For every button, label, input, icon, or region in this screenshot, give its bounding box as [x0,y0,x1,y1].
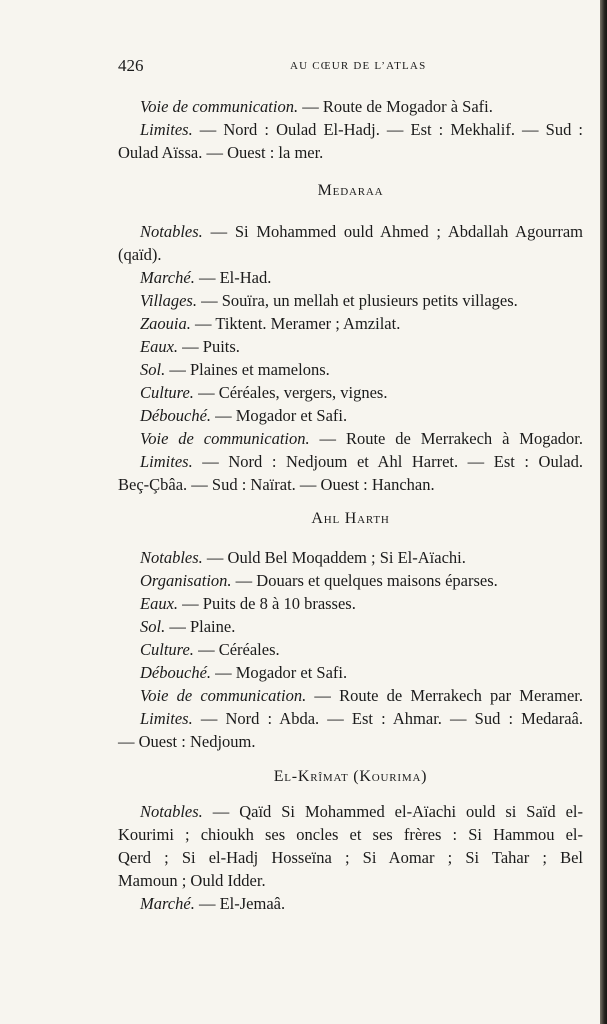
text-line: Débouché. — Mogador et Safi. [140,406,348,425]
section-heading: Medaraa [317,182,384,199]
text-line: Débouché. — Mogador et Safi. [140,663,348,682]
text-line: Villages. — Souïra, un mellah et plusieurs petits villages. [140,291,518,310]
section-body [118,220,583,496]
text-line: Zaouia. — Tiktent. Meramer ; Amzilat. [140,314,401,333]
text-line: Limites. — Nord : Nedjoum et Ahl Harret. — Est : Oulad. [140,452,583,471]
text-line: Sol. — Plaines et mamelons. [140,360,330,379]
text-line: Eaux. — Puits. [140,337,240,356]
section-heading: Ahl Harth [311,510,390,527]
text-line: Marché. — El-Had. [140,268,272,287]
text-line: Organisation. — Douars et quelques maisons éparses. [140,571,498,590]
text-line: Eaux. — Puits de 8 à 10 brasses. [140,594,356,613]
text-line: Limites. — Nord : Oulad El-Hadj. — Est : Mekhalif. — Sud : [140,120,583,139]
section-heading: El-Krîmat (Kourima) [273,768,428,785]
text-line: Oulad Aïssa. — Ouest : la mer. [118,143,324,162]
text-line: (qaïd). [118,245,162,264]
text-line: Voie de communication. — Route de Merrakech à Mogador. [140,429,583,448]
running-title: AU CŒUR DE L’ATLAS [290,60,427,72]
text-line: Kourimi ; chioukh ses oncles et ses frères : Si Hammou el- [118,825,583,844]
section-body [118,800,583,915]
text-line: Qerd ; Si el-Hadj Hosseïna ; Si Aomar ; Si Tahar ; Bel [118,848,583,867]
intro-block [118,95,583,164]
page-number: 426 [118,56,144,75]
page-header [118,56,583,78]
text-line: Beç-Çbâa. — Sud : Naïrat. — Ouest : Hanchan. [118,475,435,494]
text-line: Culture. — Céréales, vergers, vignes. [140,383,388,402]
text-line: — Ouest : Nedjoum. [118,732,256,751]
text-line: Notables. — Qaïd Si Mohammed el-Aïachi ould si Saïd el- [140,802,583,821]
text-line: Mamoun ; Ould Idder. [118,871,266,890]
section-body [118,546,583,753]
text-line: Notables. — Si Mohammed ould Ahmed ; Abdallah Agourram [140,222,583,241]
text-line: Voie de communication. — Route de Merrakech par Meramer. [140,686,583,705]
text-line: Limites. — Nord : Abda. — Est : Ahmar. — Sud : Medaraâ. [140,709,583,728]
text-line: Marché. — El-Jemaâ. [140,894,286,913]
text-line: Sol. — Plaine. [140,617,236,636]
page-binding-edge [600,0,607,1024]
text-line: Voie de communication. — Route de Mogador à Safi. [140,97,493,116]
text-line: Notables. — Ould Bel Moqaddem ; Si El-Aïachi. [140,548,466,567]
text-line: Culture. — Céréales. [140,640,280,659]
